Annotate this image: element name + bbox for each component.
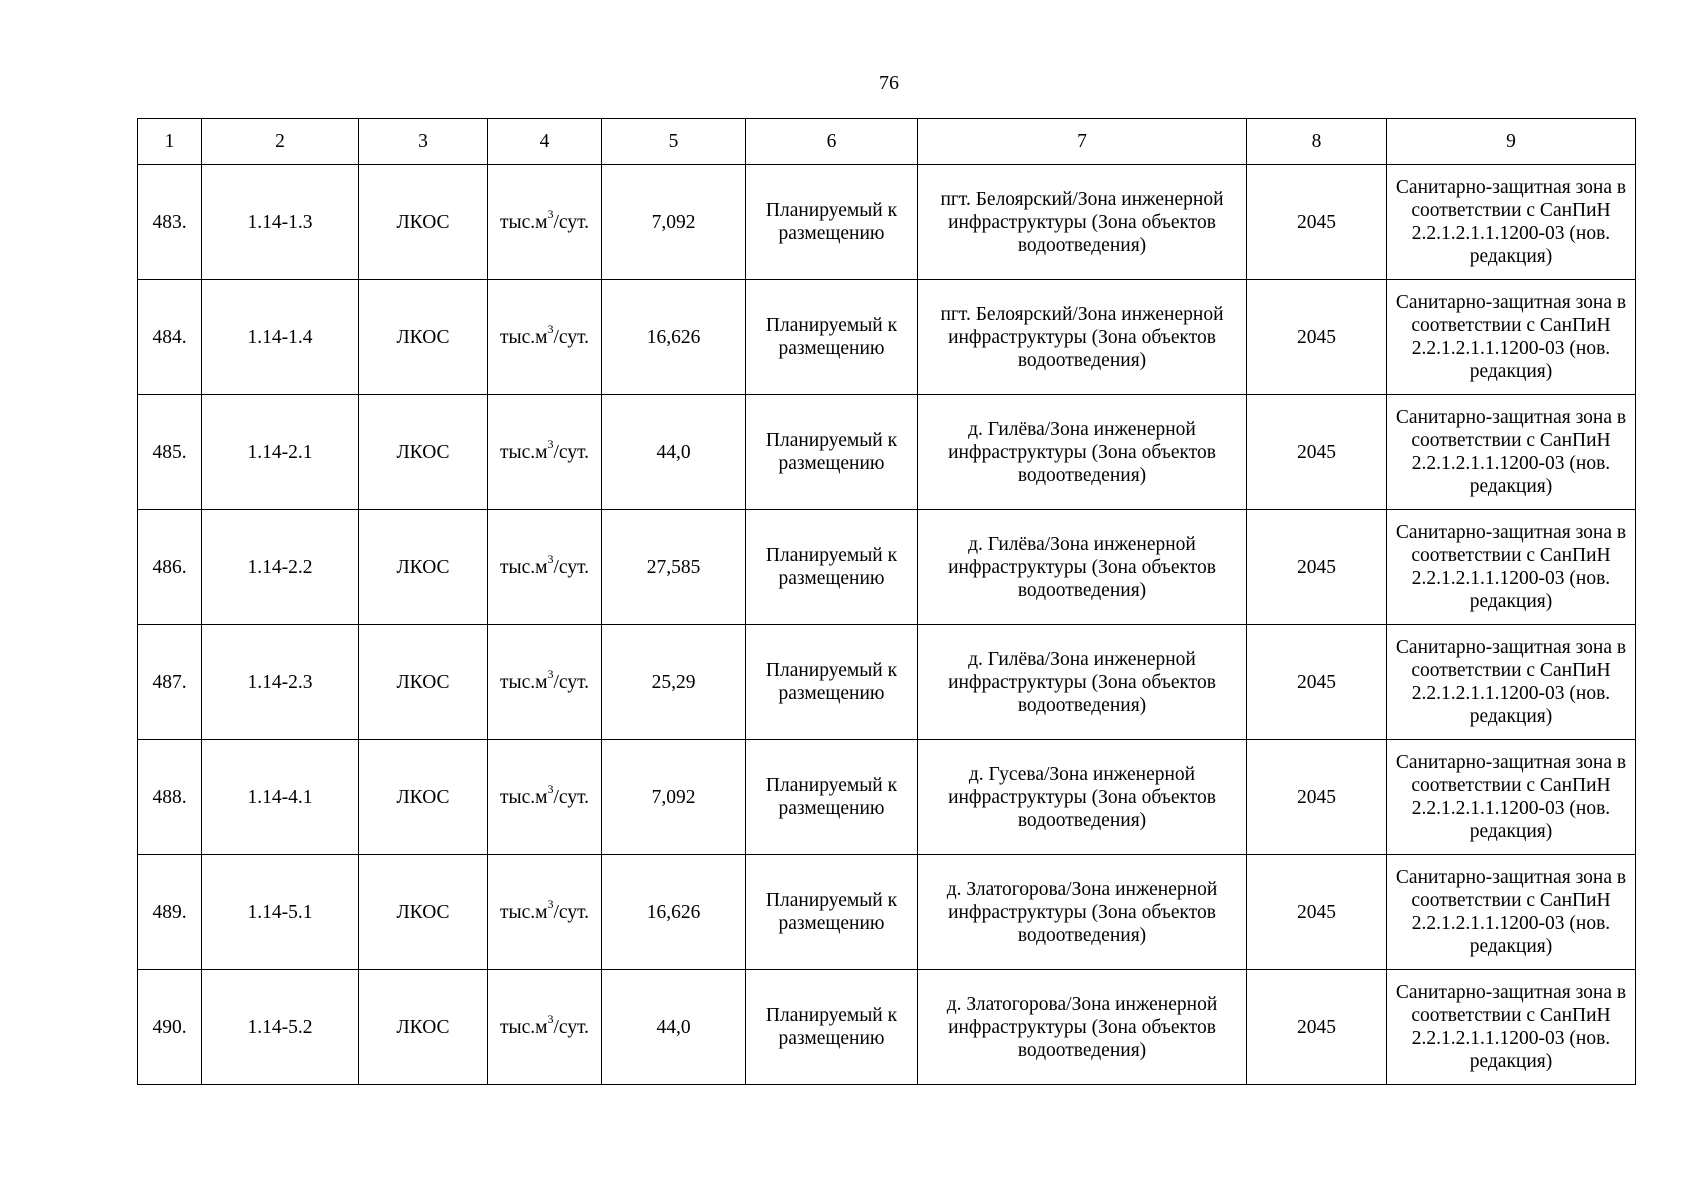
- object-code-cell: 1.14-5.1: [202, 855, 359, 970]
- row-number-cell: 486.: [138, 510, 202, 625]
- year-cell: 2045: [1247, 625, 1387, 740]
- object-type-cell: ЛКОС: [359, 855, 488, 970]
- unit-superscript: 3: [547, 322, 554, 336]
- object-code-cell: 1.14-2.3: [202, 625, 359, 740]
- unit-superscript: 3: [547, 207, 554, 221]
- status-cell: Планируемый к размещению: [746, 395, 918, 510]
- facilities-table: [137, 118, 1636, 1085]
- year-cell: 2045: [1247, 970, 1387, 1085]
- unit-superscript: 3: [547, 1012, 554, 1026]
- status-cell: Планируемый к размещению: [746, 855, 918, 970]
- unit-suffix: /сут.: [553, 326, 589, 348]
- location-cell: д. Гилёва/Зона инженерной инфраструктуры (Зона объектов водоотведения): [918, 625, 1247, 740]
- unit-suffix: /сут.: [553, 1016, 589, 1038]
- unit-superscript: 3: [547, 437, 554, 451]
- object-type-cell: ЛКОС: [359, 165, 488, 280]
- unit-suffix: /сут.: [553, 786, 589, 808]
- capacity-value-cell: 16,626: [602, 855, 746, 970]
- row-number-cell: 489.: [138, 855, 202, 970]
- unit-superscript: 3: [547, 552, 554, 566]
- unit-suffix: /сут.: [553, 901, 589, 923]
- object-code-cell: 1.14-1.3: [202, 165, 359, 280]
- column-header: 3: [359, 119, 488, 165]
- capacity-value-cell: 44,0: [602, 395, 746, 510]
- unit-prefix: тыс.м: [500, 671, 548, 693]
- unit-suffix: /сут.: [553, 211, 589, 233]
- column-header: 5: [602, 119, 746, 165]
- sanitary-zone-cell: Санитарно-защитная зона в соответствии с СанПиН 2.2.1.2.1.1.1200-03 (нов. редакция): [1387, 165, 1636, 280]
- table-row: [138, 510, 1636, 625]
- capacity-value-cell: 16,626: [602, 280, 746, 395]
- unit-cell: [488, 970, 602, 1085]
- column-header: 7: [918, 119, 1247, 165]
- row-number-cell: 485.: [138, 395, 202, 510]
- sanitary-zone-cell: Санитарно-защитная зона в соответствии с СанПиН 2.2.1.2.1.1.1200-03 (нов. редакция): [1387, 280, 1636, 395]
- year-cell: 2045: [1247, 855, 1387, 970]
- sanitary-zone-cell: Санитарно-защитная зона в соответствии с СанПиН 2.2.1.2.1.1.1200-03 (нов. редакция): [1387, 740, 1636, 855]
- column-header: 6: [746, 119, 918, 165]
- table-row: [138, 625, 1636, 740]
- page-number: 76: [879, 72, 899, 94]
- sanitary-zone-cell: Санитарно-защитная зона в соответствии с СанПиН 2.2.1.2.1.1.1200-03 (нов. редакция): [1387, 510, 1636, 625]
- capacity-value-cell: 7,092: [602, 740, 746, 855]
- year-cell: 2045: [1247, 280, 1387, 395]
- capacity-value-cell: 44,0: [602, 970, 746, 1085]
- sanitary-zone-cell: Санитарно-защитная зона в соответствии с СанПиН 2.2.1.2.1.1.1200-03 (нов. редакция): [1387, 855, 1636, 970]
- column-header: 2: [202, 119, 359, 165]
- table-header-row: [138, 119, 1636, 165]
- capacity-value-cell: 7,092: [602, 165, 746, 280]
- row-number-cell: 484.: [138, 280, 202, 395]
- column-header: 4: [488, 119, 602, 165]
- sanitary-zone-cell: Санитарно-защитная зона в соответствии с СанПиН 2.2.1.2.1.1.1200-03 (нов. редакция): [1387, 395, 1636, 510]
- unit-suffix: /сут.: [553, 671, 589, 693]
- unit-suffix: /сут.: [553, 556, 589, 578]
- row-number-cell: 490.: [138, 970, 202, 1085]
- unit-cell: [488, 625, 602, 740]
- unit-cell: [488, 165, 602, 280]
- unit-cell: [488, 740, 602, 855]
- location-cell: д. Гусева/Зона инженерной инфраструктуры (Зона объектов водоотведения): [918, 740, 1247, 855]
- unit-prefix: тыс.м: [500, 326, 548, 348]
- status-cell: Планируемый к размещению: [746, 970, 918, 1085]
- table-row: [138, 855, 1636, 970]
- unit-superscript: 3: [547, 667, 554, 681]
- object-code-cell: 1.14-2.2: [202, 510, 359, 625]
- unit-cell: [488, 280, 602, 395]
- object-code-cell: 1.14-4.1: [202, 740, 359, 855]
- table-row: [138, 165, 1636, 280]
- object-type-cell: ЛКОС: [359, 395, 488, 510]
- unit-cell: [488, 510, 602, 625]
- unit-cell: [488, 855, 602, 970]
- status-cell: Планируемый к размещению: [746, 625, 918, 740]
- object-code-cell: 1.14-1.4: [202, 280, 359, 395]
- location-cell: пгт. Белоярский/Зона инженерной инфраструктуры (Зона объектов водоотведения): [918, 280, 1247, 395]
- table-row: [138, 970, 1636, 1085]
- object-type-cell: ЛКОС: [359, 740, 488, 855]
- status-cell: Планируемый к размещению: [746, 165, 918, 280]
- sanitary-zone-cell: Санитарно-защитная зона в соответствии с СанПиН 2.2.1.2.1.1.1200-03 (нов. редакция): [1387, 625, 1636, 740]
- year-cell: 2045: [1247, 740, 1387, 855]
- row-number-cell: 488.: [138, 740, 202, 855]
- unit-prefix: тыс.м: [500, 1016, 548, 1038]
- status-cell: Планируемый к размещению: [746, 510, 918, 625]
- year-cell: 2045: [1247, 395, 1387, 510]
- location-cell: пгт. Белоярский/Зона инженерной инфраструктуры (Зона объектов водоотведения): [918, 165, 1247, 280]
- year-cell: 2045: [1247, 165, 1387, 280]
- object-code-cell: 1.14-5.2: [202, 970, 359, 1085]
- location-cell: д. Гилёва/Зона инженерной инфраструктуры (Зона объектов водоотведения): [918, 395, 1247, 510]
- column-header: 1: [138, 119, 202, 165]
- unit-prefix: тыс.м: [500, 556, 548, 578]
- object-type-cell: ЛКОС: [359, 625, 488, 740]
- column-header: 9: [1387, 119, 1636, 165]
- capacity-value-cell: 25,29: [602, 625, 746, 740]
- unit-prefix: тыс.м: [500, 786, 548, 808]
- capacity-value-cell: 27,585: [602, 510, 746, 625]
- table-row: [138, 740, 1636, 855]
- unit-prefix: тыс.м: [500, 901, 548, 923]
- object-type-cell: ЛКОС: [359, 280, 488, 395]
- object-type-cell: ЛКОС: [359, 510, 488, 625]
- unit-superscript: 3: [547, 782, 554, 796]
- row-number-cell: 487.: [138, 625, 202, 740]
- location-cell: д. Златогорова/Зона инженерной инфраструктуры (Зона объектов водоотведения): [918, 855, 1247, 970]
- table-row: [138, 395, 1636, 510]
- unit-superscript: 3: [547, 897, 554, 911]
- object-code-cell: 1.14-2.1: [202, 395, 359, 510]
- sanitary-zone-cell: Санитарно-защитная зона в соответствии с СанПиН 2.2.1.2.1.1.1200-03 (нов. редакция): [1387, 970, 1636, 1085]
- unit-suffix: /сут.: [553, 441, 589, 463]
- location-cell: д. Гилёва/Зона инженерной инфраструктуры (Зона объектов водоотведения): [918, 510, 1247, 625]
- unit-prefix: тыс.м: [500, 441, 548, 463]
- table-row: [138, 280, 1636, 395]
- location-cell: д. Златогорова/Зона инженерной инфраструктуры (Зона объектов водоотведения): [918, 970, 1247, 1085]
- unit-cell: [488, 395, 602, 510]
- status-cell: Планируемый к размещению: [746, 740, 918, 855]
- row-number-cell: 483.: [138, 165, 202, 280]
- column-header: 8: [1247, 119, 1387, 165]
- object-type-cell: ЛКОС: [359, 970, 488, 1085]
- unit-prefix: тыс.м: [500, 211, 548, 233]
- status-cell: Планируемый к размещению: [746, 280, 918, 395]
- year-cell: 2045: [1247, 510, 1387, 625]
